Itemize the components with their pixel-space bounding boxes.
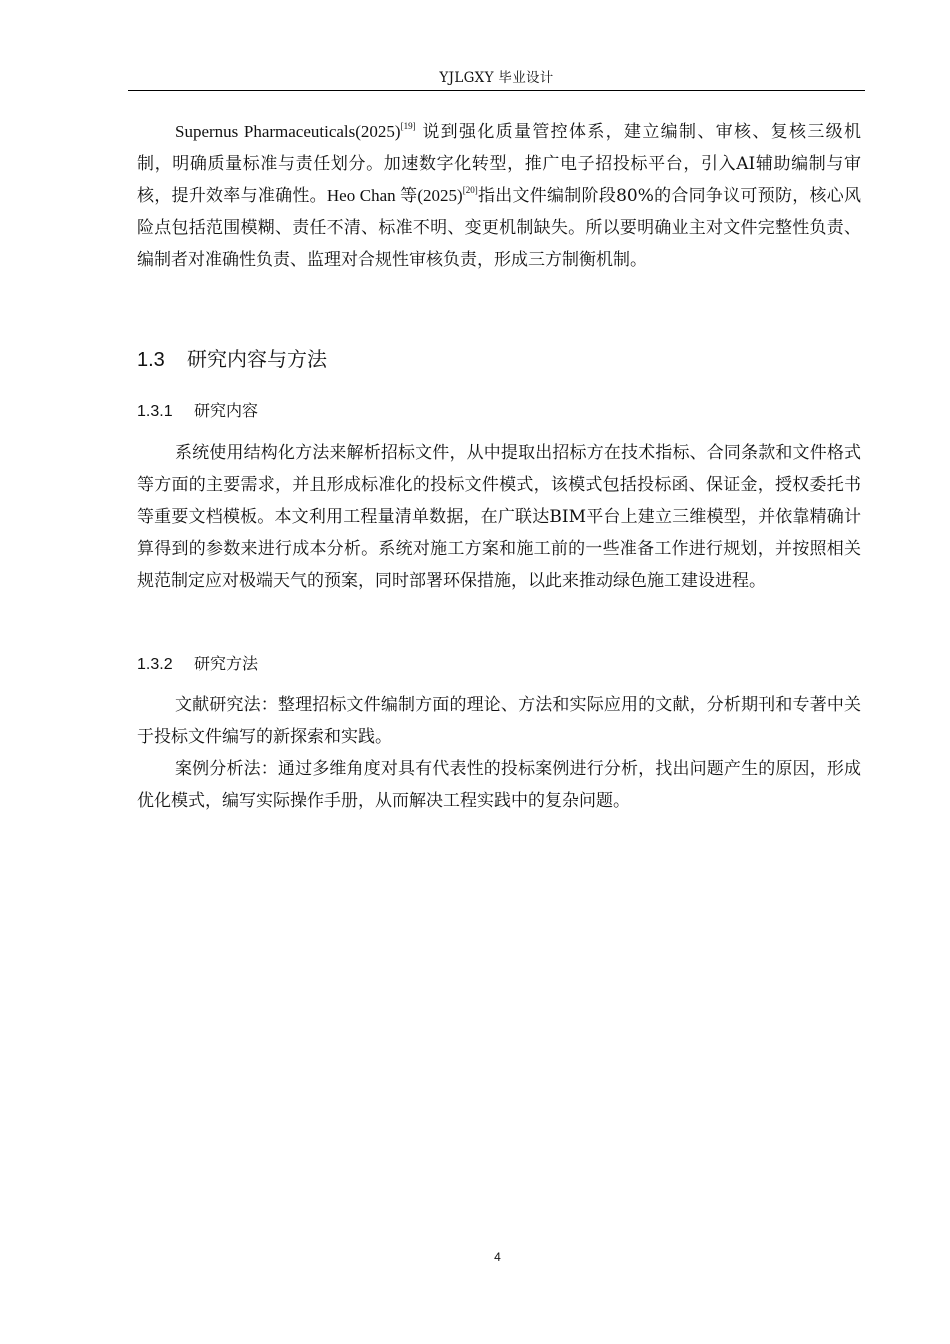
subsection-2-title: 研究方法 — [194, 654, 259, 673]
page-header — [128, 68, 865, 91]
section-title: 研究内容与方法 — [187, 347, 327, 371]
intro-text-2: 指出文件编制阶段80%的合同争议可预防，核心风险点包括范围模糊、责任不清、标准不明、变更机制缺失。所以要明确业主对文件完整性负责、编制者对准确性负责、监理对合规性审核负责，形成三方制衡机制。 — [137, 186, 862, 270]
subsection-1-title: 研究内容 — [194, 401, 259, 420]
header-title: YJLGXY 毕业设计 — [439, 70, 554, 86]
citation-ref-1: [19] — [400, 121, 416, 131]
intro-paragraph — [137, 116, 861, 276]
research-content-paragraph: 系统使用结构化方法来解析招标文件，从中提取出招标方在技术指标、合同条款和文件格式等方面的主要需求，并且形成标准化的投标文件模式，该模式包括投标函、保证金，授权委托书等重要文档模板。本文利用工程量清单数据，在广联达BIM平台上建立三维模型，并依靠精确计算得到的参数来进行成本分析。系统对施工方案和施工前的一些准备工作进行规划，并按照相关规范制定应对极端天气的预案，同时部署环保措施，以此来推动绿色施工建设进程。 — [137, 443, 861, 591]
intro-text-1: 说到强化质量管控体系，建立编制、审核、复核三级机制，明确质量标准与责任划分。加速数字化转型，推广电子招投标平台，引入AI辅助编制与审核，提升效率与准确性。 — [137, 122, 862, 206]
subsection-1-number: 1.3.1 — [137, 403, 173, 420]
citation-ref-2: [20] — [462, 185, 478, 195]
research-content-block — [137, 437, 861, 597]
research-methods-block — [137, 689, 861, 817]
citation-author-2: Heo Chan 等(2025) — [326, 186, 463, 205]
section-heading — [137, 344, 327, 375]
subsection-heading-1 — [137, 399, 258, 424]
citation-author-1: Supernus Pharmaceuticals(2025) — [175, 122, 401, 141]
method-literature-paragraph: 文献研究法：整理招标文件编制方面的理论、方法和实际应用的文献，分析期刊和专著中关于投标文件编写的新探索和实践。 — [137, 695, 861, 747]
section-number: 1.3 — [137, 349, 165, 371]
page-number: 4 — [494, 1250, 501, 1264]
subsection-2-number: 1.3.2 — [137, 656, 173, 673]
intro-paragraph-block — [137, 116, 861, 276]
method-case-paragraph: 案例分析法：通过多维角度对具有代表性的投标案例进行分析，找出问题产生的原因，形成优化模式，编写实际操作手册，从而解决工程实践中的复杂问题。 — [137, 759, 861, 811]
subsection-heading-2 — [137, 652, 258, 677]
